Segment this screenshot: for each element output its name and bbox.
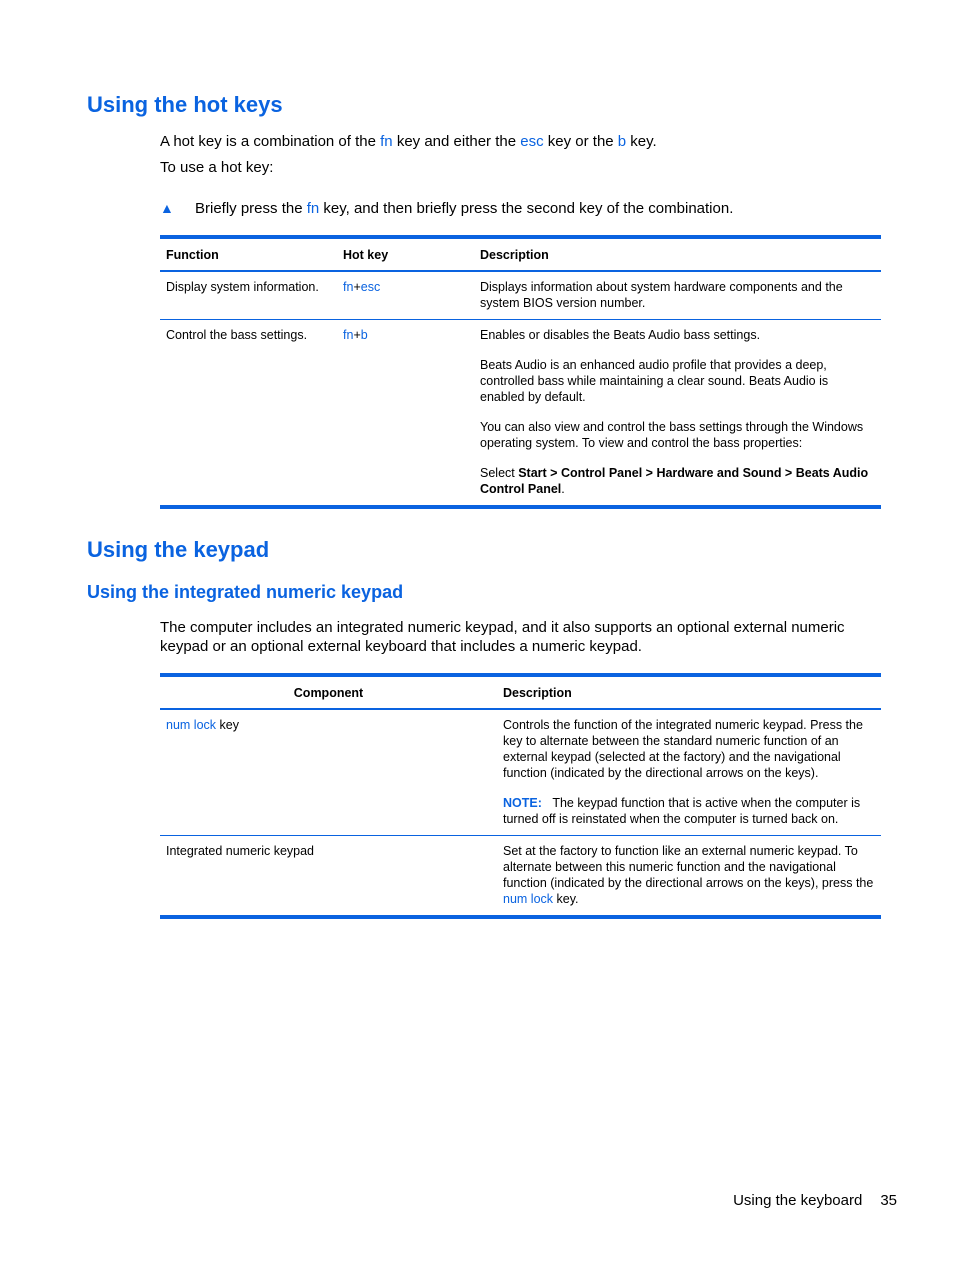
keypad-subheading: Using the integrated numeric keypad bbox=[87, 582, 404, 602]
hotkeys-intro bbox=[160, 132, 860, 151]
header-function: Function bbox=[166, 248, 219, 262]
select-text: Select bbox=[480, 466, 519, 480]
key-fn: fn bbox=[380, 133, 393, 150]
component-cell bbox=[160, 709, 497, 836]
keypad-table bbox=[160, 673, 881, 919]
step-item bbox=[160, 199, 880, 218]
hotkey-cell bbox=[337, 320, 474, 508]
description-paragraph: Enables or disables the Beats Audio bass settings. bbox=[480, 328, 761, 342]
triangle-bullet-icon: ▲ bbox=[160, 200, 174, 216]
description-paragraph: Beats Audio is an enhanced audio profile that provides a deep, controlled bass while maintaining a clear sound. Beats Audio is enabled by default. bbox=[480, 358, 829, 404]
description-cell: Displays information about system hardware components and the system BIOS version number. bbox=[480, 280, 843, 310]
key-fn: fn bbox=[343, 328, 354, 342]
description-cell bbox=[497, 836, 881, 918]
page-footer bbox=[733, 1192, 897, 1209]
table-header-row bbox=[160, 675, 881, 709]
step-text: key, and then briefly press the second key of the combination. bbox=[319, 200, 734, 217]
description-paragraph: Controls the function of the integrated numeric keypad. Press the key to alternate between the standard numeric function of an external keypad (selected at the factory) and the navigational function (indicated by the directional arrows on the keys). bbox=[503, 718, 863, 780]
description-cell bbox=[497, 709, 881, 836]
table-header-row bbox=[160, 237, 881, 271]
key-num-lock: num lock bbox=[503, 892, 554, 906]
period-text: . bbox=[561, 482, 565, 496]
header-description: Description bbox=[480, 248, 549, 262]
table-row bbox=[160, 836, 881, 918]
description-text: key. bbox=[553, 892, 579, 906]
header-description: Description bbox=[503, 686, 572, 700]
description-paragraph: You can also view and control the bass settings through the Windows operating system. To view and control the bass properties: bbox=[480, 420, 864, 450]
key-esc: esc bbox=[360, 280, 381, 294]
table-row bbox=[160, 709, 881, 836]
page-number: 35 bbox=[880, 1192, 897, 1209]
key-esc: esc bbox=[520, 133, 544, 150]
function-cell: Display system information. bbox=[166, 280, 319, 294]
hotkeys-table bbox=[160, 235, 881, 509]
table-row bbox=[160, 320, 881, 508]
intro-text: key and either the bbox=[392, 133, 521, 150]
plus-sign: + bbox=[353, 328, 361, 342]
keypad-intro: The computer includes an integrated numeric keypad, and it also supports an optional external numeric keypad or an optional external keyboard that includes a numeric keypad. bbox=[160, 619, 845, 655]
step-text: Briefly press the bbox=[195, 200, 307, 217]
to-use-text: To use a hot key: bbox=[160, 159, 274, 176]
keypad-heading: Using the keypad bbox=[87, 537, 270, 562]
key-num-lock: num lock bbox=[166, 718, 217, 732]
description-text: Set at the factory to function like an external numeric keypad. To alternate between this numeric function and the navigational function (indicated by the directional arrows on the keys), press the bbox=[503, 844, 874, 890]
hotkey-cell bbox=[337, 271, 474, 320]
footer-section: Using the keyboard bbox=[733, 1192, 863, 1209]
note-paragraph bbox=[503, 795, 875, 827]
key-b: b bbox=[617, 133, 627, 150]
component-text: key bbox=[216, 718, 239, 732]
header-component: Component bbox=[293, 686, 364, 700]
table-row bbox=[160, 271, 881, 320]
key-fn: fn bbox=[306, 200, 320, 217]
key-b: b bbox=[360, 328, 368, 342]
intro-text: A hot key is a combination of the bbox=[160, 133, 381, 150]
note-label: NOTE: bbox=[503, 796, 542, 810]
key-fn: fn bbox=[343, 280, 354, 294]
description-paragraph bbox=[480, 465, 875, 497]
description-cell bbox=[474, 320, 881, 508]
description-paragraph bbox=[503, 843, 875, 907]
function-cell: Control the bass settings. bbox=[166, 328, 308, 342]
hotkeys-heading: Using the hot keys bbox=[87, 92, 283, 117]
header-hot-key: Hot key bbox=[343, 248, 389, 262]
intro-text: key. bbox=[626, 133, 657, 150]
component-cell: Integrated numeric keypad bbox=[166, 844, 315, 858]
plus-sign: + bbox=[353, 280, 361, 294]
note-text: The keypad function that is active when the computer is turned off is reinstated when the computer is turned back on. bbox=[503, 796, 861, 826]
menu-path: Start > Control Panel > Hardware and Sound > Beats Audio Control Panel bbox=[480, 466, 869, 496]
intro-text: key or the bbox=[543, 133, 618, 150]
